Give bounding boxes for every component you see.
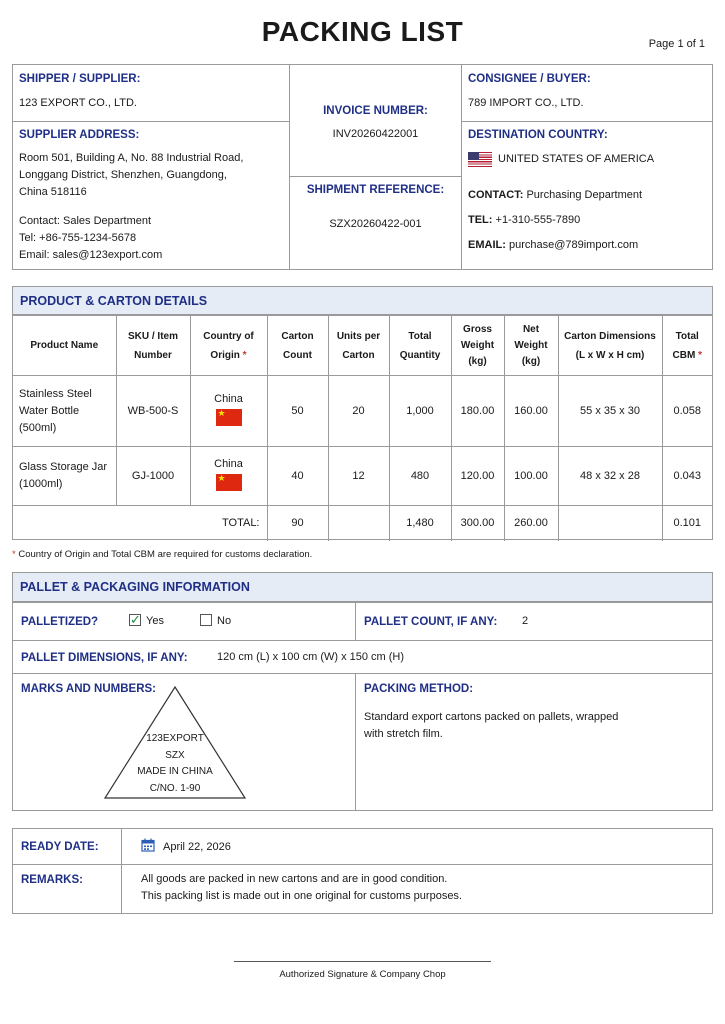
ready-date-value: April 22, 2026 [163,841,231,853]
ready-date-label: READY DATE: [21,841,99,853]
header-line: Origin [210,349,240,361]
table-header-row [13,316,712,376]
total-net-weight: 260.00 [504,506,558,541]
product-carton-section [12,286,713,540]
remarks-line: All goods are packed in new cartons and are in good condition. [141,873,448,885]
header-line: SKU / Item [127,330,178,342]
checkbox-icon[interactable] [200,614,212,626]
ready-date [141,838,231,856]
sku-cell: GJ-1000 [116,447,190,506]
header-line: Country of [203,330,254,342]
checkbox-icon[interactable] [129,614,141,626]
pallet-count-label: PALLET COUNT, IF ANY: [364,616,498,628]
header-line: Carton Dimensions [564,330,656,342]
address-line: Longgang District, Shenzhen, Guangdong, [19,169,227,181]
packing-method-line: with stretch film. [364,728,443,740]
remarks-label: REMARKS: [21,874,83,886]
packing-method-line: Standard export cartons packed on pallets, wrapped [364,711,619,723]
consignee-contact [468,187,642,204]
reference-column [290,65,462,269]
header-line: Carton [281,330,314,342]
col-header-gross-weight [451,316,504,376]
total-dimensions-empty [558,506,662,541]
invoice-number: INV20260422001 [332,128,419,140]
header-line: (L x W x H cm) [575,349,645,361]
gross-weight-cell: 180.00 [451,376,504,447]
cbm-cell: 0.058 [662,376,712,447]
quantity-cell: 480 [389,447,451,506]
col-header-sku [116,316,190,376]
product-table [13,315,712,541]
quantity-cell: 1,000 [389,376,451,447]
tel-value: +1-310-555-7890 [495,214,581,226]
product-name-cell [13,376,116,447]
origin-text: China [214,393,243,405]
china-flag-icon [216,409,242,426]
pallet-count: 2 [522,615,529,627]
col-header-total-cbm [662,316,712,376]
header-line: (kg) [521,355,541,367]
header-line: Units per [336,330,381,342]
mark-line: MADE IN CHINA [137,766,213,777]
shipment-reference: SZX20260422-001 [329,218,422,230]
col-header-net-weight [504,316,558,376]
page-number: Page 1 of 1 [648,38,705,50]
consignee-name: 789 IMPORT CO., LTD. [468,97,584,109]
dimensions-cell: 48 x 32 x 28 [558,447,662,506]
shipper-column [13,65,290,269]
net-weight-cell: 160.00 [504,376,558,447]
header-line: Total [408,330,432,342]
contact-value: Purchasing Department [526,189,643,201]
table-row [13,447,712,506]
col-header-carton-dimensions [558,316,662,376]
destination-country-label: DESTINATION COUNTRY: [468,129,608,141]
consignee-label: CONSIGNEE / BUYER: [468,73,591,85]
col-header-product-name: Product Name [13,316,116,376]
shipping-marks [103,731,247,797]
product-name-cell [13,447,116,506]
product-name-line: Stainless Steel [19,387,92,400]
header-line: Weight [460,339,495,351]
dimensions-cell: 55 x 35 x 30 [558,376,662,447]
email-label: EMAIL: [468,239,506,251]
customs-footnote [12,549,312,560]
document-title: PACKING LIST [261,16,464,47]
consignee-email [468,237,638,254]
carton-count-cell: 40 [267,447,328,506]
supplier-contact-dept: Contact: Sales Department [19,215,152,227]
palletized-yes-option[interactable] [129,613,164,630]
no-label: No [217,615,232,627]
shipper-label: SHIPPER / SUPPLIER: [19,73,141,85]
header-line: Net [522,323,540,335]
destination-country-name: UNITED STATES OF AMERICA [498,153,655,165]
supplier-email: Email: sales@123export.com [19,249,163,261]
supplier-address-label: SUPPLIER ADDRESS: [19,129,140,141]
origin-cell [190,376,267,447]
total-label: TOTAL: [13,506,267,541]
calendar-icon [141,838,155,852]
china-flag-icon [216,474,242,491]
signature-caption: Authorized Signature & Company Chop [279,969,446,980]
net-weight-cell: 100.00 [504,447,558,506]
units-cell: 12 [328,447,389,506]
total-gross-weight: 300.00 [451,506,504,541]
header-line: Number [134,349,172,361]
yes-label: Yes [146,615,164,627]
header-line: Total [675,330,699,342]
header-line: Carton [342,349,375,361]
col-header-units-per-carton [328,316,389,376]
address-line: Room 501, Building A, No. 88 Industrial Road, [19,152,244,164]
required-mark: * [12,549,16,560]
palletized-label: PALLETIZED? [21,616,99,628]
signature-line [234,961,491,962]
us-flag-icon [468,152,492,167]
destination-country [468,151,654,168]
mark-line: 123EXPORT [146,733,204,744]
mark-line: SZX [165,749,185,761]
total-carton-count: 90 [267,506,328,541]
supplier-contact [19,213,162,264]
pallet-dimensions-label: PALLET DIMENSIONS, IF ANY: [21,652,188,664]
origin-cell [190,447,267,506]
address-line: China 518116 [19,186,87,198]
header-line: CBM [672,349,696,361]
mark-line: C/NO. 1-90 [149,782,201,794]
shipment-reference-label: SHIPMENT REFERENCE: [306,184,445,196]
product-name-line: (500ml) [19,421,57,434]
remarks-line: This packing list is made out in one original for customs purposes. [141,890,462,902]
invoice-number-label: INVOICE NUMBER: [323,105,428,117]
cbm-cell: 0.043 [662,447,712,506]
table-row [13,376,712,447]
col-header-total-quantity [389,316,451,376]
pallet-section-title: PALLET & PACKAGING INFORMATION [13,573,712,602]
required-mark: * [242,349,247,361]
product-section-title: PRODUCT & CARTON DETAILS [13,287,712,315]
carton-count-cell: 50 [267,376,328,447]
header-line: Gross [463,323,492,335]
header-line: Quantity [399,349,441,361]
units-cell: 20 [328,376,389,447]
total-quantity: 1,480 [389,506,451,541]
product-name-line: Glass Storage Jar [19,461,108,473]
header-line: (kg) [468,355,487,367]
pallet-packaging-section [12,572,713,811]
total-cbm: 0.101 [662,506,712,541]
contact-label: CONTACT: [468,189,524,201]
total-row [13,506,712,541]
origin-text: China [214,458,243,470]
pallet-dimensions: 120 cm (L) x 100 cm (W) x 150 cm (H) [217,651,405,663]
palletized-no-option[interactable] [200,613,231,630]
supplier-tel: Tel: +86-755-1234-5678 [19,232,137,244]
total-units-empty [328,506,389,541]
remarks-text [141,871,462,905]
email-value: purchase@789import.com [508,239,639,251]
product-name-line: Water Bottle [19,404,80,417]
col-header-origin [190,316,267,376]
consignee-column [462,65,712,269]
header-line: Weight [514,339,548,351]
shipper-name: 123 EXPORT CO., LTD. [19,97,137,109]
marks-numbers-label: MARKS AND NUMBERS: [21,683,157,695]
footnote-text: Country of Origin and Total CBM are required for customs declaration. [15,549,313,560]
sku-cell: WB-500-S [116,376,190,447]
packing-method [364,709,618,743]
ready-remarks-section [12,828,713,914]
header-line: Count [283,349,312,361]
consignee-tel [468,212,580,229]
packing-method-label: PACKING METHOD: [364,683,474,695]
col-header-carton-count [267,316,328,376]
required-mark: * [698,349,702,361]
gross-weight-cell: 120.00 [451,447,504,506]
supplier-address [19,150,243,201]
product-name-line: (1000ml) [19,478,63,490]
tel-label: TEL: [468,214,493,226]
header-info-block [12,64,713,270]
